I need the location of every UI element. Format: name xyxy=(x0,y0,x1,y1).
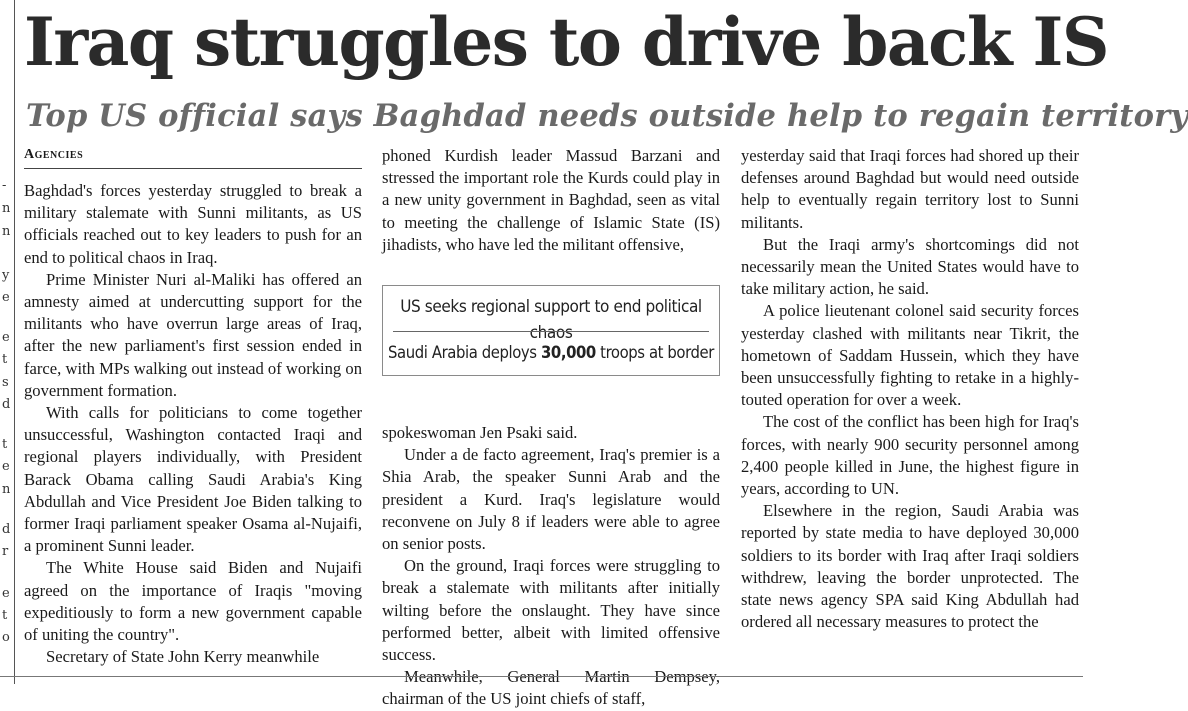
pullout-divider xyxy=(393,331,709,332)
gutter-letter: e xyxy=(2,586,10,601)
previous-article-edge xyxy=(0,0,15,684)
gutter-letter: e xyxy=(2,459,10,474)
article-column-2-bottom xyxy=(382,422,720,709)
paragraph: Secretary of State John Kerry meanwhile xyxy=(46,647,320,667)
paragraph: A police lieutenant colonel said security forces yesterday clashed with militants near Tikrit, the hometown of Saddam Hussein, which they have been unsuccessfully fighting to retake in a highly-touted operation for over a week. xyxy=(741,301,1079,410)
subheadline: Top US official says Baghdad needs outside help to regain territory xyxy=(26,98,1188,134)
article-column-3 xyxy=(741,145,1079,668)
article-column-1 xyxy=(24,180,362,668)
paragraph: spokeswoman Jen Psaki said. xyxy=(382,423,578,442)
gutter-letter: t xyxy=(2,437,8,452)
headline: Iraq struggles to drive back IS xyxy=(24,3,1109,81)
gutter-letter: r xyxy=(2,544,9,559)
gutter-letter: t xyxy=(2,608,8,623)
byline: Agencies xyxy=(24,146,362,169)
pullout-line-2 xyxy=(383,340,719,366)
pullout-line-2-start: Saudi Arabia deploys xyxy=(388,343,541,362)
paragraph: phoned Kurdish leader Massud Barzani and stressed the important role the Kurds could play in a new unity government in Baghdad, seen as vital to meeting the challenge of Islamic State (IS) jihadists, who have led the militant offensive, xyxy=(382,146,720,254)
pullout-line-1: US seeks regional support to end political chaos xyxy=(400,297,702,343)
paragraph: Elsewhere in the region, Saudi Arabia was reported by state media to have deployed 30,000 soldiers to its border with Iraq after Iraqi soldiers withdrew, leaving the border unprotected. The state news agency SPA said King Abdullah had ordered all necessary measures to protect the xyxy=(741,501,1079,632)
gutter-letter: o xyxy=(2,630,10,645)
paragraph: The cost of the conflict has been high for Iraq's forces, with nearly 900 security personnel among 2,400 people killed in June, the highest figure in years, according to UN. xyxy=(741,412,1079,499)
gutter-letter: e xyxy=(2,290,10,305)
paragraph: Baghdad's forces yesterday struggled to break a military stalemate with Sunni militants, as US officials reached out to key leaders to push for an end to political chaos in Iraq. xyxy=(24,181,362,267)
gutter-letter: d xyxy=(2,522,11,537)
paragraph: yesterday said that Iraqi forces had shored up their defenses around Baghdad but would need outside help to eventually regain territory lost to Sunni militants. xyxy=(741,146,1079,232)
pullout-box xyxy=(382,285,720,376)
paragraph: Prime Minister Nuri al-Maliki has offered an amnesty aimed at undercutting support for the militants who have overrun large areas of Iraq, after the new parliament's first session ended in farce, with MPs walking out instead of working on government formation. xyxy=(24,269,362,400)
paragraph: But the Iraqi army's shortcomings did not necessarily mean the United States would have to take military action, he said. xyxy=(741,234,1079,299)
paragraph: Under a de facto agreement, Iraq's premier is a Shia Arab, the speaker Sunni Arab and the president a Kurd. Iraq's legislature would reconvene on July 8 if leaders were able to agree on senior posts. xyxy=(382,445,720,554)
gutter-letter: s xyxy=(2,375,9,390)
gutter-letter: n xyxy=(2,224,11,239)
gutter-letter: n xyxy=(2,201,11,216)
article-column-2-top xyxy=(382,145,720,281)
gutter-letter: d xyxy=(2,397,11,412)
gutter-letter: y xyxy=(2,268,10,283)
gutter-letter: t xyxy=(2,352,8,367)
pullout-troop-count: 30,000 xyxy=(540,343,596,362)
paragraph: With calls for politicians to come together unsuccessful, Washington contacted Iraqi and regional players individually, with President Barack Obama calling Saudi Arabia's King Abdullah and Vice President Joe Biden talking to former Iraqi parliament speaker Osama al-Nujaifi, a prominent Sunni leader. xyxy=(24,403,362,556)
paragraph: The White House said Biden and Nujaifi agreed on the importance of Iraqis "moving expeditiously to form a new government capable of uniting the country". xyxy=(24,558,362,645)
pullout-line-2-end: troops at border xyxy=(595,343,714,362)
gutter-letter: - xyxy=(2,178,7,193)
gutter-letter: n xyxy=(2,482,11,497)
paragraph: Meanwhile, General Martin Dempsey, chairman of the US joint chiefs of staff, xyxy=(382,667,720,709)
page-bottom-rule xyxy=(0,676,1083,677)
paragraph: On the ground, Iraqi forces were struggling to break a stalemate with militants after initially wilting before the onslaught. They have since performed better, albeit with limited offensive success. xyxy=(382,556,720,665)
gutter-letter: e xyxy=(2,330,10,345)
